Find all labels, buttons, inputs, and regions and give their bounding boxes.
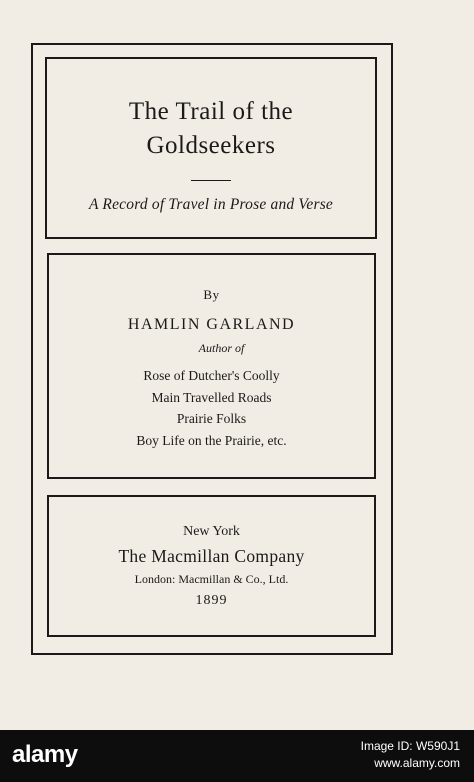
image-id-label: Image ID: W590J1 — [360, 739, 460, 753]
title-line-2: Goldseekers — [146, 132, 276, 159]
by-label: By — [203, 287, 220, 302]
author-name: HAMLIN GARLAND — [127, 316, 296, 333]
title-box — [45, 57, 377, 239]
work-item: Main Travelled Roads — [151, 389, 272, 405]
book-title — [47, 95, 375, 163]
title-divider — [191, 180, 231, 181]
book-subtitle: A Record of Travel in Prose and Verse — [88, 196, 334, 213]
publication-year: 1899 — [195, 593, 228, 608]
alamy-logo: alamy — [12, 741, 78, 768]
title-line-1: The Trail of the — [128, 98, 294, 125]
author-of-label: Author of — [198, 341, 245, 355]
publisher-london: London: Macmillan & Co., Ltd. — [134, 572, 289, 586]
stock-watermark-bar — [0, 730, 474, 782]
publisher-box — [47, 495, 376, 637]
publisher-name: The Macmillan Company — [118, 546, 305, 566]
publisher-city: New York — [183, 524, 240, 539]
watermark-url: www.alamy.com — [374, 756, 460, 770]
watermark-info — [361, 738, 460, 772]
works-list — [49, 365, 374, 451]
work-item: Rose of Dutcher's Coolly — [143, 368, 280, 383]
work-item: Prairie Folks — [176, 411, 247, 426]
work-item: Boy Life on the Prairie, etc. — [136, 432, 287, 448]
author-box — [47, 253, 376, 479]
